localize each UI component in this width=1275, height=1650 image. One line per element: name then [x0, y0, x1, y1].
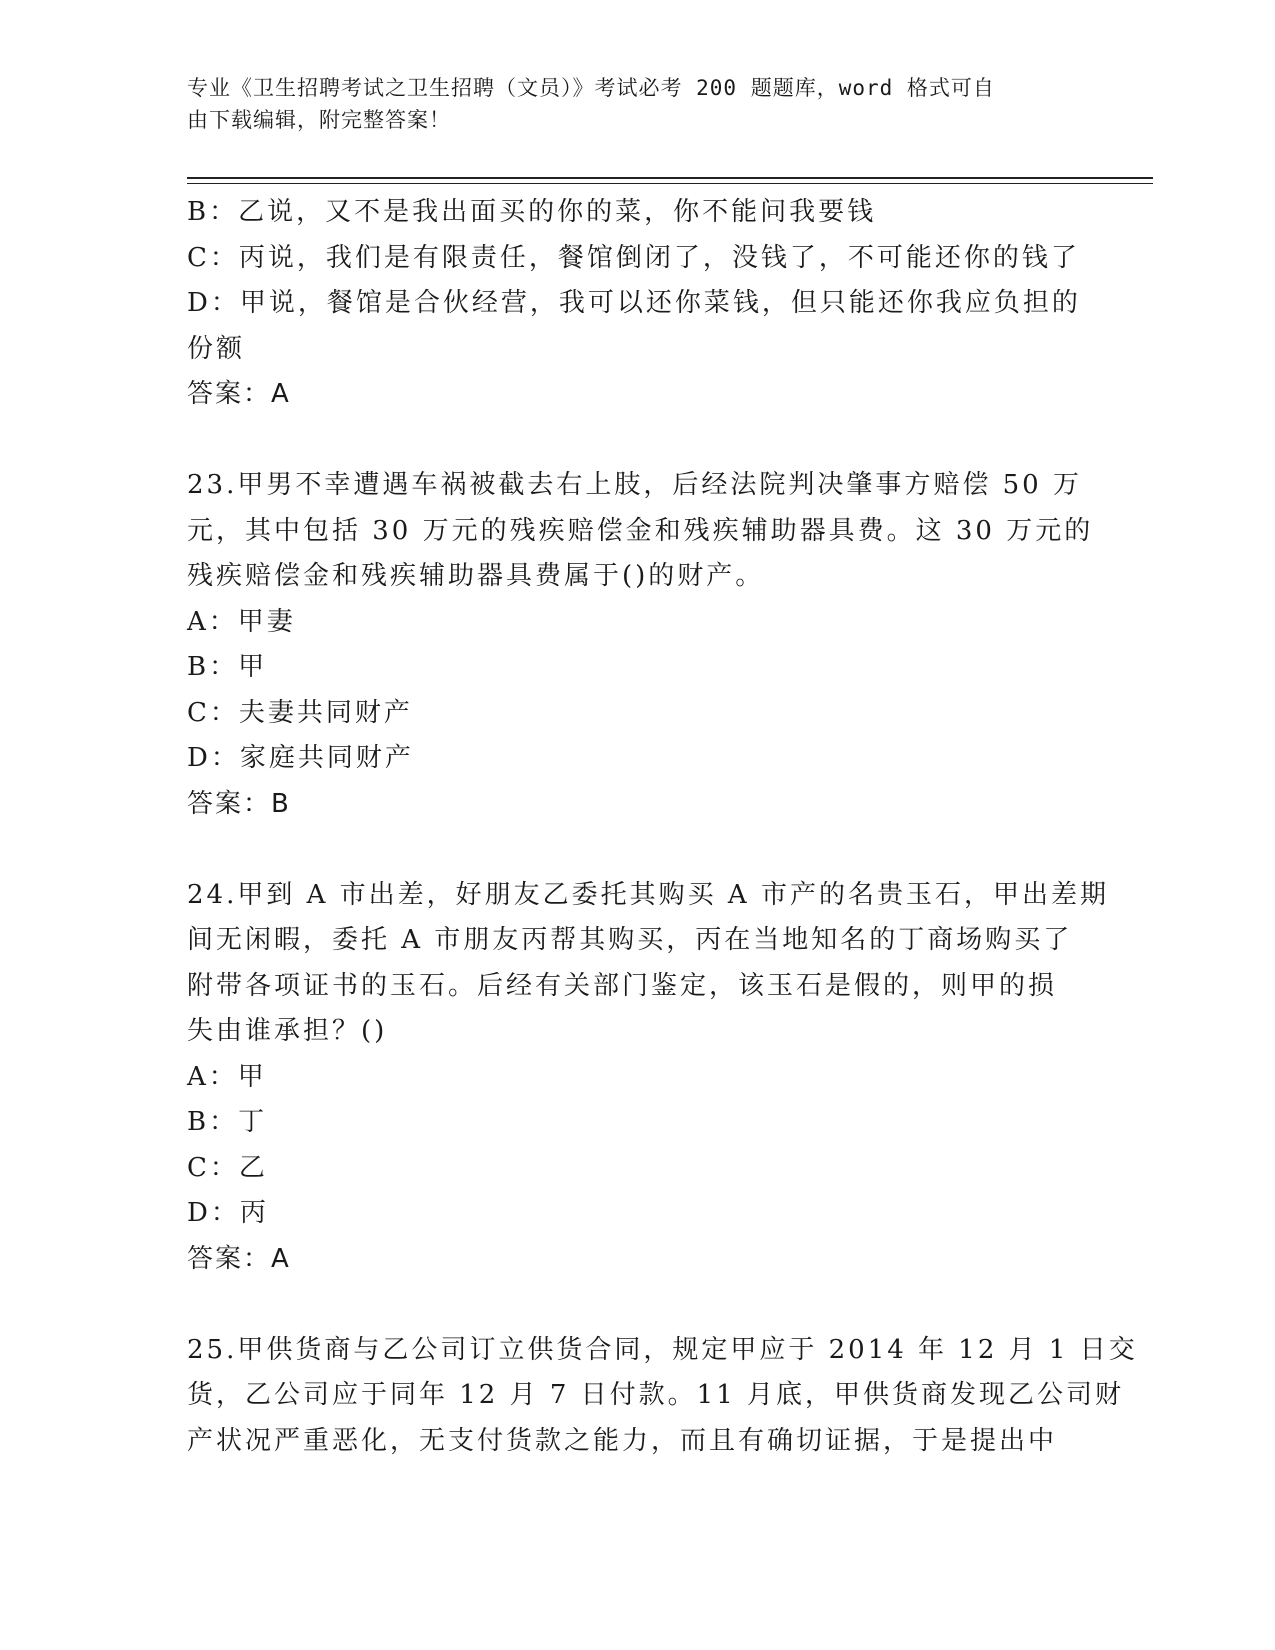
option-c: C：乙 — [187, 1152, 268, 1183]
option-a: A：甲 — [187, 1061, 267, 1092]
question-25 — [187, 1328, 1138, 1465]
option-b: B：乙说，又不是我出面买的你的菜，你不能问我要钱 — [187, 197, 877, 227]
answer-line: 答案：B — [187, 788, 291, 819]
question-content — [187, 190, 1138, 1464]
question-stem-line: 间无闲暇，委托 A 市朋友丙帮其购买，丙在当地知名的丁商场购买了 — [187, 925, 1073, 955]
option-d: D：丙 — [187, 1198, 269, 1228]
question-22-continued — [187, 190, 1081, 418]
question-24 — [187, 873, 1109, 1283]
question-stem-line: 残疾赔偿金和残疾辅助器具费属于()的财产。 — [187, 561, 765, 591]
spacer — [187, 418, 1077, 464]
question-stem-line: 附带各项证书的玉石。后经有关部门鉴定，该玉石是假的，则甲的损 — [187, 970, 1058, 1001]
header-title-line-2: 由下载编辑，附完整答案！ — [187, 108, 451, 132]
header-divider-thick — [187, 177, 1153, 179]
spacer — [187, 1282, 1077, 1328]
question-stem-line: 24.甲到 A 市出差，好朋友乙委托其购买 A 市产的名贵玉石，甲出差期 — [187, 879, 1109, 910]
option-b: B：甲 — [187, 652, 268, 682]
header-title-line-1: 专业《卫生招聘考试之卫生招聘（文员）》考试必考 200 题题库，word 格式可自 — [187, 76, 995, 100]
header-divider-thin — [187, 183, 1153, 184]
option-d: D：甲说，餐馆是合伙经营，我可以还你菜钱，但只能还你我应负担的 — [187, 288, 1081, 318]
option-d-continued: 份额 — [187, 333, 246, 364]
option-c: C：夫妻共同财产 — [187, 697, 413, 728]
question-stem-line: 25.甲供货商与乙公司订立供货合同，规定甲应于 2014 年 12 月 1 日交 — [187, 1334, 1138, 1365]
option-d: D：家庭共同财产 — [187, 743, 414, 773]
question-23 — [187, 463, 1094, 827]
answer-line: 答案：A — [187, 1243, 291, 1274]
answer-line: 答案：A — [187, 379, 291, 409]
option-b: B：丁 — [187, 1107, 268, 1137]
question-stem-line: 失由谁承担？() — [187, 1016, 388, 1046]
question-stem-line: 货，乙公司应于同年 12 月 7 日付款。11 月底，甲供货商发现乙公司财 — [187, 1380, 1125, 1410]
option-c: C：丙说，我们是有限责任，餐馆倒闭了，没钱了，不可能还你的钱了 — [187, 242, 1080, 273]
question-stem-line: 产状况严重恶化，无支付货款之能力，而且有确切证据，于是提出中 — [187, 1425, 1058, 1456]
option-a: A：甲妻 — [187, 606, 296, 637]
spacer — [187, 827, 1077, 873]
question-stem-line: 23.甲男不幸遭遇车祸被截去右上肢，后经法院判决肇事方赔偿 50 万 — [187, 470, 1082, 500]
document-header — [187, 72, 1067, 136]
question-stem-line: 元，其中包括 30 万元的残疾赔偿金和残疾辅助器具费。这 30 万元的 — [187, 515, 1094, 546]
